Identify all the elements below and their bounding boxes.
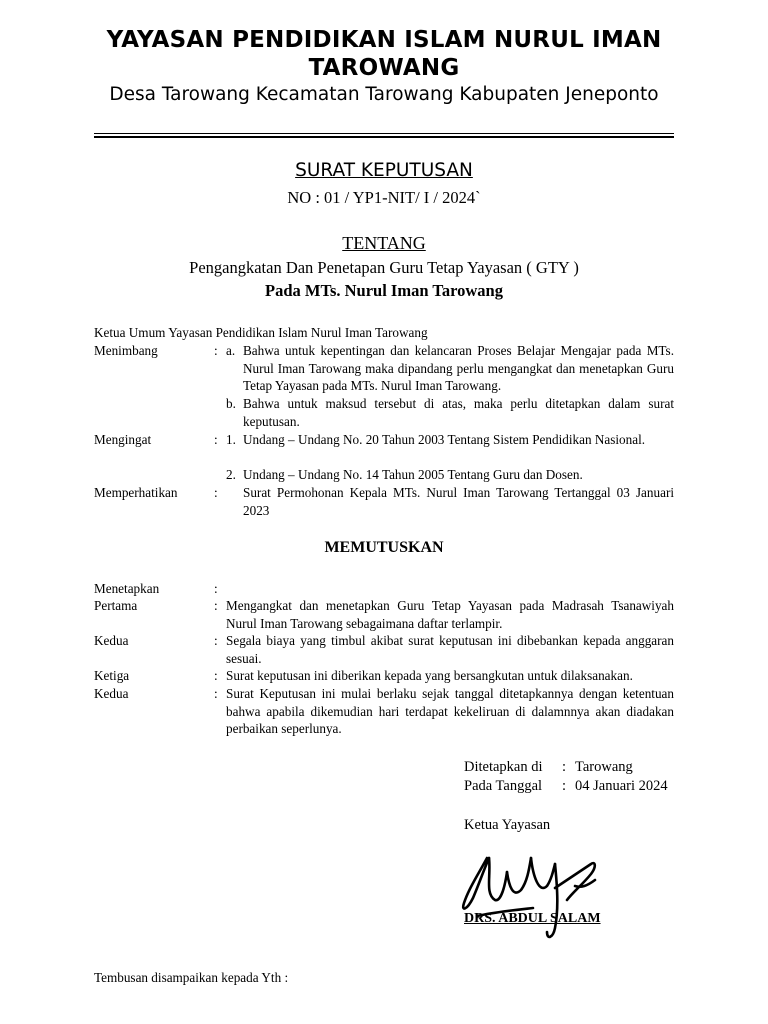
mengingat-label: Mengingat: [94, 432, 152, 447]
decision-colon: :: [214, 598, 218, 613]
about-label: TENTANG: [342, 233, 426, 253]
menimbang-marker-b: b.: [226, 396, 236, 411]
decision-heading: MEMUTUSKAN: [324, 539, 444, 556]
decision-label-kedua-2: Kedua: [94, 686, 129, 701]
date-label: Pada Tanggal: [464, 778, 543, 794]
signatory-position: Ketua Yayasan: [464, 817, 551, 833]
mengingat-item-2: Undang – Undang No. 14 Tahun 2005 Tentang Guru dan Dosen.: [243, 467, 583, 482]
menimbang-item-b: Bahwa untuk maksud tersebut di atas, maka perlu ditetapkan dalam surat keputusan.: [243, 396, 674, 429]
decision-text-kedua-2: Surat Keputusan ini mulai berlaku sejak tanggal ditetapkannya dengan ketentuan bahwa apabila dikemudian hari terdapat kekeliruan di dalamnnya akan diadakan perbaikan seperlunya.: [226, 686, 674, 736]
signatory-name: DRS. ABDUL SALAM: [464, 911, 601, 926]
handwritten-signature: [455, 828, 625, 946]
decision-colon: :: [214, 633, 218, 648]
place-colon: :: [562, 759, 567, 775]
foundation-name: YAYASAN PENDIDIKAN ISLAM NURUL IMAN TAROWANG: [106, 27, 662, 81]
decree-title: SURAT KEPUTUSAN: [295, 160, 473, 181]
mengingat-colon: :: [214, 432, 218, 447]
carbon-copy-line: Tembusan disampaikan kepada Yth :: [94, 970, 289, 985]
decision-text-ketiga: Surat keputusan ini diberikan kepada yang bersangkutan untuk dilaksanakan.: [226, 668, 633, 683]
decree-subject-institution: Pada MTs. Nurul Iman Tarowang: [265, 281, 503, 300]
decision-label-pertama: Pertama: [94, 598, 138, 613]
menimbang-item-a: Bahwa untuk kepentingan dan kelancaran Proses Belajar Mengajar pada MTs. Nurul Iman Tarowang maka dipandang perlu mengangkat dan menetapkan Guru Tetap Yayasan pada MTs. Nurul Iman Tarowang.: [243, 343, 674, 393]
decision-label-ketiga: Ketiga: [94, 668, 130, 683]
menimbang-colon: :: [214, 343, 218, 358]
letterhead-divider-thin: [94, 133, 674, 134]
decision-colon: :: [214, 668, 218, 683]
foundation-address: Desa Tarowang Kecamatan Tarowang Kabupaten Jeneponto: [109, 84, 659, 105]
date-value: 04 Januari 2024: [575, 778, 668, 794]
memperhatikan-colon: :: [214, 485, 218, 500]
menimbang-label: Menimbang: [94, 343, 158, 358]
place-label: Ditetapkan di: [464, 759, 543, 775]
decision-text-kedua: Segala biaya yang timbul akibat surat keputusan ini dibebankan kepada anggaran sesuai.: [226, 633, 674, 666]
decision-text-pertama: Mengangkat dan menetapkan Guru Tetap Yayasan pada Madrasah Tsanawiyah Nurul Iman Tarowang sebagaimana daftar terlampir.: [226, 598, 674, 631]
memperhatikan-text: Surat Permohonan Kepala MTs. Nurul Iman Tarowang Tertanggal 03 Januari 2023: [243, 485, 674, 518]
letterhead-divider-thick: [94, 136, 674, 138]
mengingat-marker-2: 2.: [226, 467, 236, 482]
date-colon: :: [562, 778, 567, 794]
decree-subject: Pengangkatan Dan Penetapan Guru Tetap Yayasan ( GTY ): [189, 258, 579, 277]
decision-label-menetapkan: Menetapkan: [94, 581, 160, 596]
decision-colon: :: [214, 581, 218, 596]
mengingat-item-1: Undang – Undang No. 20 Tahun 2003 Tentang Sistem Pendidikan Nasional.: [243, 432, 646, 447]
place-value: Tarowang: [575, 759, 633, 775]
decision-colon: :: [214, 686, 218, 701]
decision-label-kedua: Kedua: [94, 633, 129, 648]
decree-number: NO : 01 / YP1-NIT/ I / 2024`: [287, 188, 481, 207]
memperhatikan-label: Memperhatikan: [94, 485, 178, 500]
menimbang-marker-a: a.: [226, 343, 236, 358]
mengingat-marker-1: 1.: [226, 432, 236, 447]
issuer-line: Ketua Umum Yayasan Pendidikan Islam Nurul Iman Tarowang: [94, 325, 428, 340]
